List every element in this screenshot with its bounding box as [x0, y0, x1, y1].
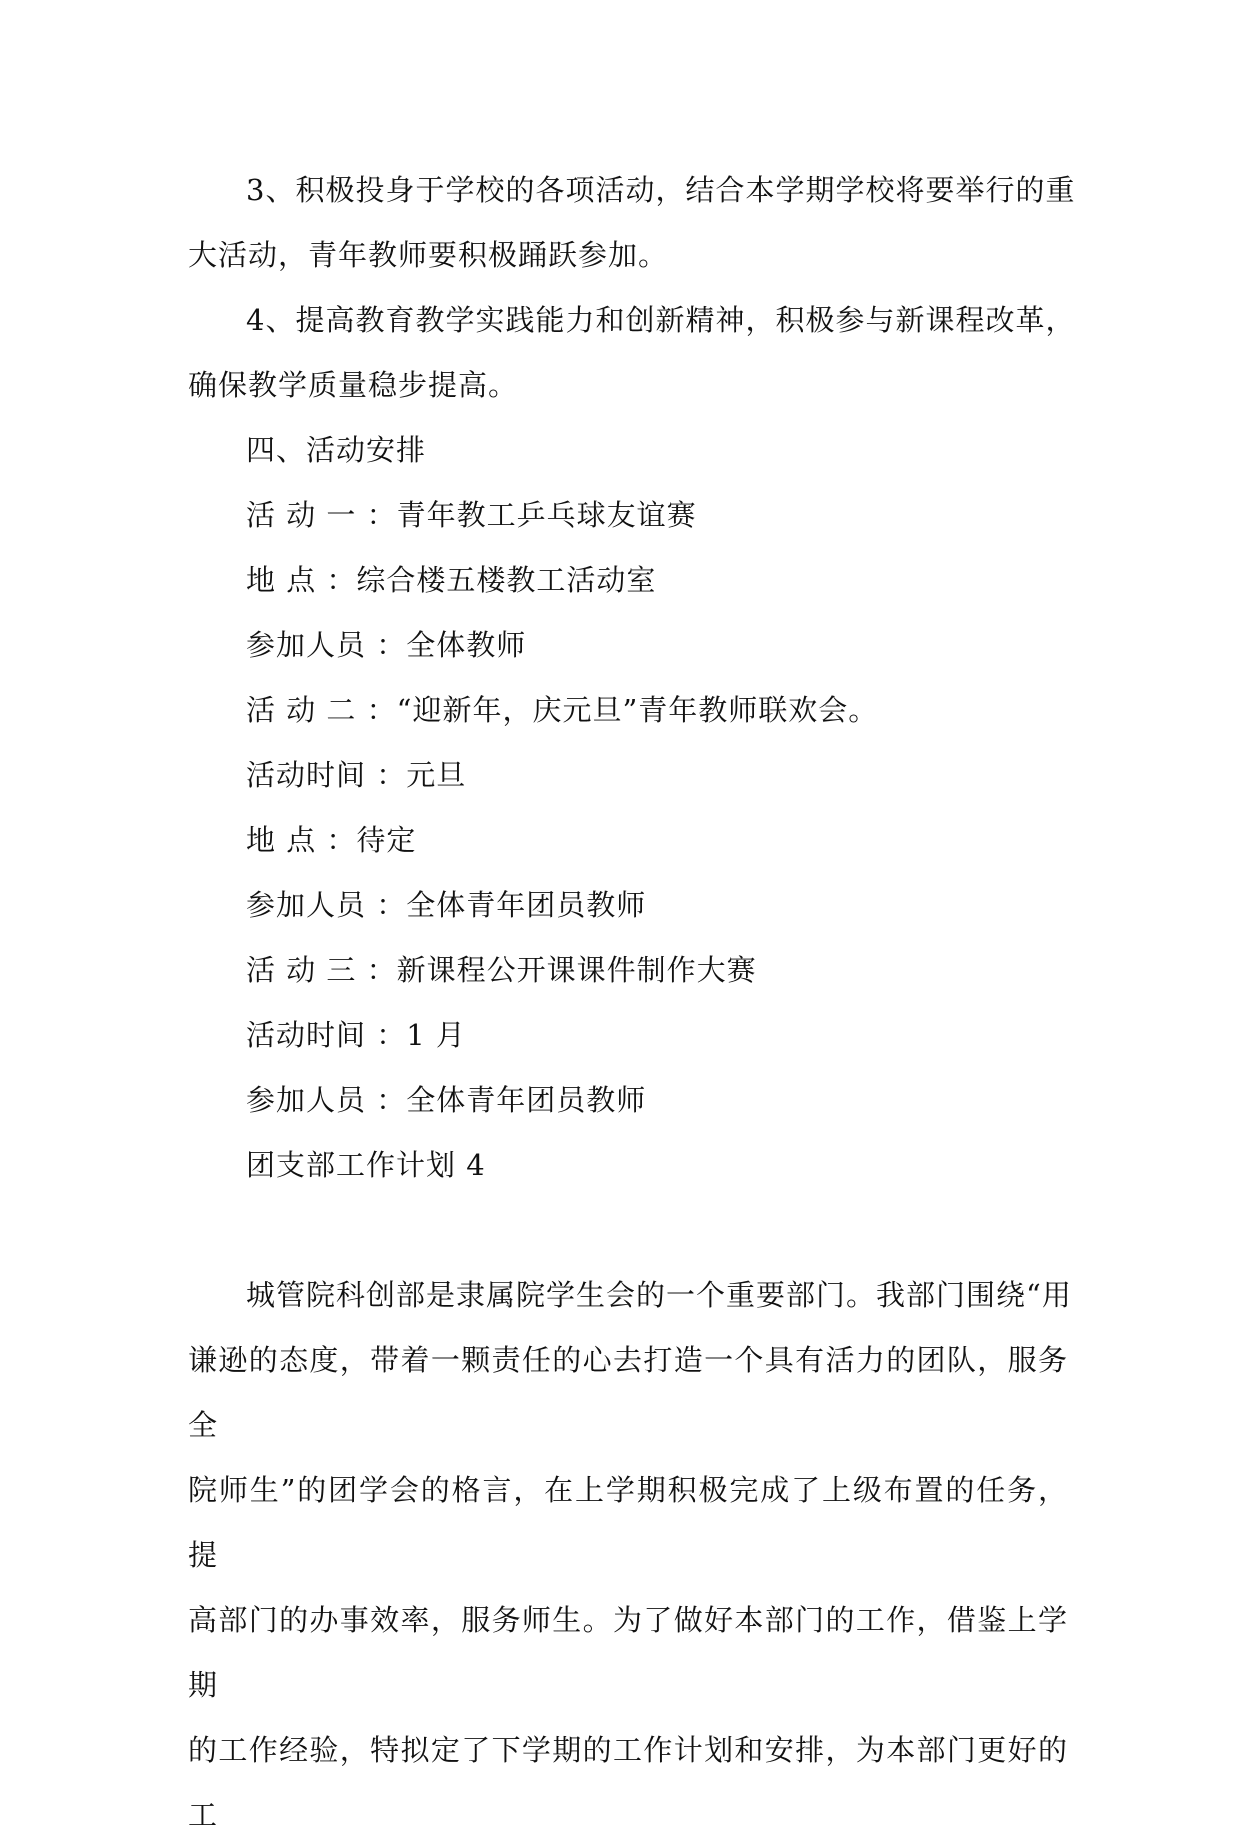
document-body [188, 158, 1076, 1848]
activity-1-title: 活 动 一 ：青年教工乒乓球友谊赛 [246, 498, 697, 532]
activity-2-time: 活动时间 ：元旦 [246, 758, 467, 792]
activity-3-participants: 参加人员 ：全体青年团员教师 [246, 1083, 647, 1117]
activity-3-title: 活 动 三 ：新课程公开课课件制作大赛 [246, 953, 757, 987]
activity-2-location: 地 点 ：待定 [246, 823, 417, 857]
intro-line-4: 高部门的办事效率，服务师生。为了做好本部门的工作，借鉴上学期 [188, 1603, 1068, 1702]
activity-3-time: 活动时间 ：1 月 [246, 1018, 466, 1052]
item-4-line-2: 确保教学质量稳步提高。 [188, 368, 519, 402]
item-4-line-1: 4、提高教育教学实践能力和创新精神，积极参与新课程改革， [246, 303, 1076, 337]
plan-4-heading: 团支部工作计划 4 [246, 1148, 486, 1182]
intro-line-1: 城管院科创部是隶属院学生会的一个重要部门。我部门围绕“用 [246, 1278, 1072, 1312]
item-3-line-1: 3、积极投身于学校的各项活动，结合本学期学校将要举行的重 [246, 173, 1076, 207]
intro-line-3: 院师生”的团学会的格言，在上学期积极完成了上级布置的任务，提 [188, 1473, 1068, 1572]
activity-2-title: 活 动 二 ：“迎新年，庆元旦”青年教师联欢会。 [246, 693, 879, 727]
section-heading-activities: 四、活动安排 [246, 433, 427, 467]
intro-line-5: 的工作经验，特拟定了下学期的工作计划和安排，为本部门更好的工 [188, 1733, 1068, 1832]
intro-line-2: 谦逊的态度，带着一颗责任的心去打造一个具有活力的团队，服务全 [188, 1343, 1068, 1442]
activity-1-location: 地 点 ：综合楼五楼教工活动室 [246, 563, 657, 597]
blank-line [188, 1198, 1068, 1263]
activity-1-participants: 参加人员 ：全体教师 [246, 628, 527, 662]
item-3-line-2: 大活动，青年教师要积极踊跃参加。 [188, 238, 669, 272]
activity-2-participants: 参加人员 ：全体青年团员教师 [246, 888, 647, 922]
